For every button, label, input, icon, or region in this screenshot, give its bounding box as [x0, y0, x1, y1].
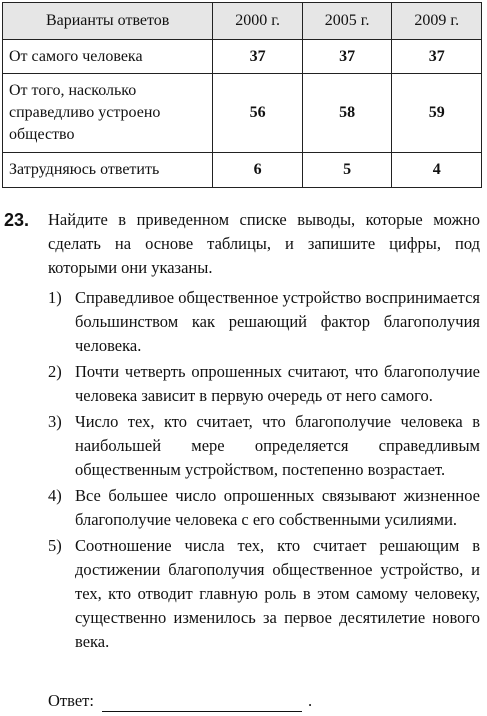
table-cell: 37 — [392, 40, 482, 74]
table-header-cell: 2009 г. — [392, 3, 482, 40]
table-cell: 37 — [213, 40, 303, 74]
row-label: Затрудняюсь ответить — [3, 153, 213, 188]
answer-option — [48, 360, 480, 408]
answer-row — [48, 690, 312, 712]
table-cell: 59 — [392, 74, 482, 153]
answer-option — [48, 410, 480, 482]
table-cell: 37 — [302, 40, 392, 74]
table-row — [3, 153, 482, 188]
answer-end-mark: . — [307, 691, 313, 710]
option-number: 1) — [48, 288, 62, 307]
option-text: Почти четверть опрошенных считают, что благополучие человека зависит в первую очередь от него самого. — [75, 362, 480, 405]
answer-option — [48, 534, 480, 654]
table-cell: 6 — [213, 153, 303, 188]
option-text: Все большее число опрошенных связывают жизненное благополучие человека с его собственными усилиями. — [75, 486, 480, 529]
table-cell: 5 — [302, 153, 392, 188]
survey-table — [2, 2, 482, 188]
table-header-cell: Варианты ответов — [3, 3, 213, 40]
row-label: От того, насколько справедливо устроено общество — [3, 74, 213, 153]
option-text: Число тех, кто считает, что благополучие человека в наибольшей мере определяется справедливым общественным устройством, постепенно возрастает. — [75, 412, 480, 479]
question-number: 23. — [4, 210, 30, 230]
option-text: Соотношение числа тех, кто считает решающим в достижении благополучия общественное устройство, и тех, кто отводит главную роль в этом самому человеку, существенно изменилось за первое десятилетие нового века. — [75, 536, 480, 651]
answer-option — [48, 484, 480, 532]
option-text: Справедливое общественное устройство воспринимается большинством как решающий фактор благополучия человека. — [75, 288, 480, 355]
table-header-cell: 2000 г. — [213, 3, 303, 40]
table-cell: 58 — [302, 74, 392, 153]
question-text: Найдите в приведенном списке выводы, которые можно сделать на основе таблицы, и запишите цифры, под которыми они указаны. — [48, 210, 480, 277]
table-header-cell: 2005 г. — [302, 3, 392, 40]
table-row — [3, 40, 482, 74]
option-number: 2) — [48, 362, 62, 381]
option-number: 4) — [48, 486, 62, 505]
answer-blank-field[interactable] — [102, 695, 302, 712]
option-number: 5) — [48, 536, 62, 555]
answer-options-list — [48, 286, 480, 656]
table-row — [3, 74, 482, 153]
table-header-row — [3, 3, 482, 40]
answer-option — [48, 286, 480, 358]
table-cell: 56 — [213, 74, 303, 153]
option-number: 3) — [48, 412, 62, 431]
row-label: От самого человека — [3, 40, 213, 74]
table-cell: 4 — [392, 153, 482, 188]
answer-label: Ответ: — [48, 691, 94, 710]
